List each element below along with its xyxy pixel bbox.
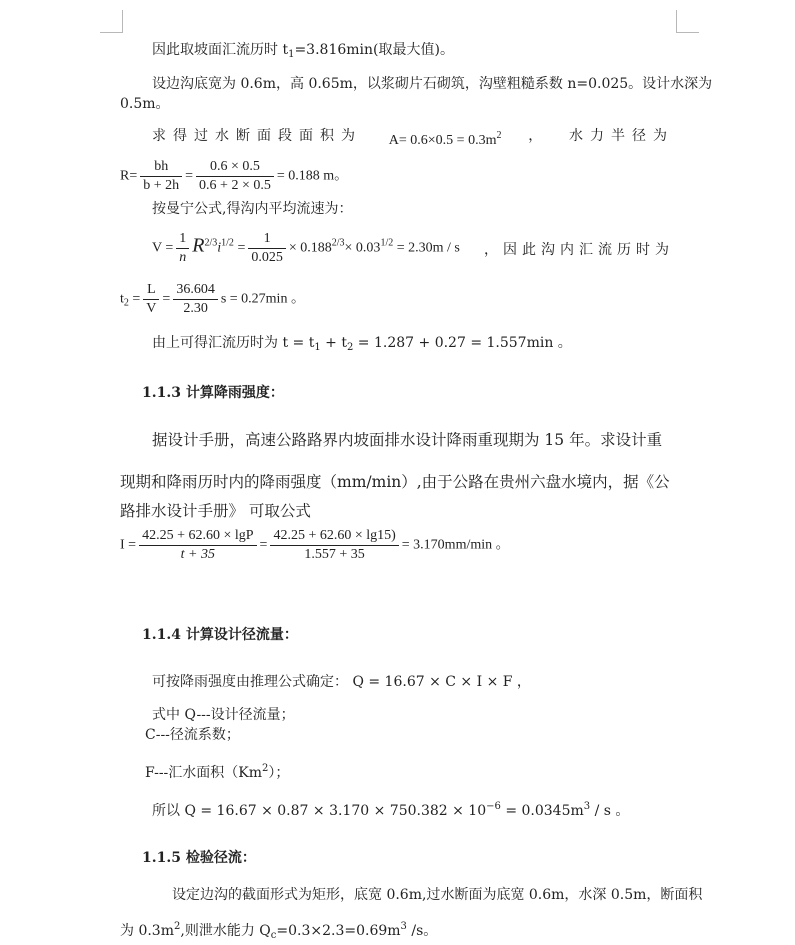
formula-velocity: V = $\frac{1}{n}$ $R^{2/3}i^{1/2}$ = $\frac{1}{0.025}$ × $0.188^{2/3}\times 0.03^{1/2} = 2.30m / s$ ，因此沟内汇流历时为	[152, 231, 674, 265]
heading-rainfall-intensity: 1.1.3 计算降雨强度：	[142, 385, 284, 401]
paragraph-check-1: 设定边沟的截面形式为矩形，底宽 0.6m,过水断面为底宽 0.6m，水深 0.5m，断面积	[172, 887, 703, 903]
paragraph-rainfall-2: 现期和降雨历时内的降雨强度（mm/min）,由于公路在贵州六盘水境内，据《公	[120, 473, 670, 491]
heading-check-runoff: 1.1.5 检验径流：	[142, 850, 256, 866]
paragraph-f-definition: F---汇水面积（Km$^2$）；	[145, 763, 290, 781]
formula-runoff-result: 所以 $Q = 16.67 \times 0.87 \times 3.170 \times 750.382 \times 10^{-6} = 0.0345m^3 / s$ 。	[152, 801, 630, 819]
formula-total-flow-time: 由上可得汇流历时为 $t = t_1 + t_2 = 1.287 + 0.27 = 1.557\min$ 。	[152, 335, 572, 353]
heading-design-runoff: 1.1.4 计算设计径流量：	[142, 627, 298, 643]
formula-hydraulic-radius: R= $\frac{bh}{b + 2h}$ = $\frac{0.6 \times 0.5}{0.6 + 2 \times 0.5}$ = 0.188 m。	[120, 159, 349, 193]
formula-ditch-flow-time: $t_2$ = $\frac{L}{V}$ = $\frac{36.604}{2.30}$ s = 0.27min 。	[120, 282, 305, 316]
paragraph-rainfall-1: 据设计手册，高速公路路界内坡面排水设计降雨重现期为 15 年。求设计重	[152, 431, 663, 449]
paragraph-rainfall-3: 路排水设计手册》 可取公式	[120, 502, 311, 520]
paragraph-c-definition: C---径流系数；	[145, 727, 240, 743]
paragraph-q-definition: 式中 Q---设计径流量；	[152, 707, 295, 723]
paragraph-area: 求得过水断面段面积为 $A= 0.6\times 0.5 = 0.3m^2$ ， 水力半径为	[152, 128, 674, 148]
formula-rainfall-intensity: I = $\frac{42.25 + 62.60 \times \lg P}{t + 35}$ = $\frac{42.25 + 62.60 \times \lg 15)}{1.557 + 35}$ = 3.170mm/min 。	[120, 528, 510, 562]
page-corner-top-right	[676, 10, 699, 33]
paragraph-runoff-formula: 可按降雨强度由推理公式确定： Q = 16.67 × C × I × F ，	[152, 674, 531, 690]
paragraph-manning: 按曼宁公式,得沟内平均流速为：	[152, 201, 353, 217]
paragraph-ditch-params-1: 设边沟底宽为 0.6m，高 0.65m，以浆砌片石砌筑，沟壁粗糙系数 n=0.025。设计水深为	[152, 76, 713, 92]
paragraph-slope-flow-time: 因此取坡面汇流历时 $t_1=3.816\min$(取最大值)。	[152, 42, 454, 60]
paragraph-check-2: 为 $0.3m^2$,则泄水能力 $Q_c=0.3\times 2.3=0.69m^3$ /s。	[120, 921, 438, 941]
paragraph-ditch-params-2: 0.5m。	[120, 96, 170, 112]
page-corner-top-left	[100, 10, 123, 33]
